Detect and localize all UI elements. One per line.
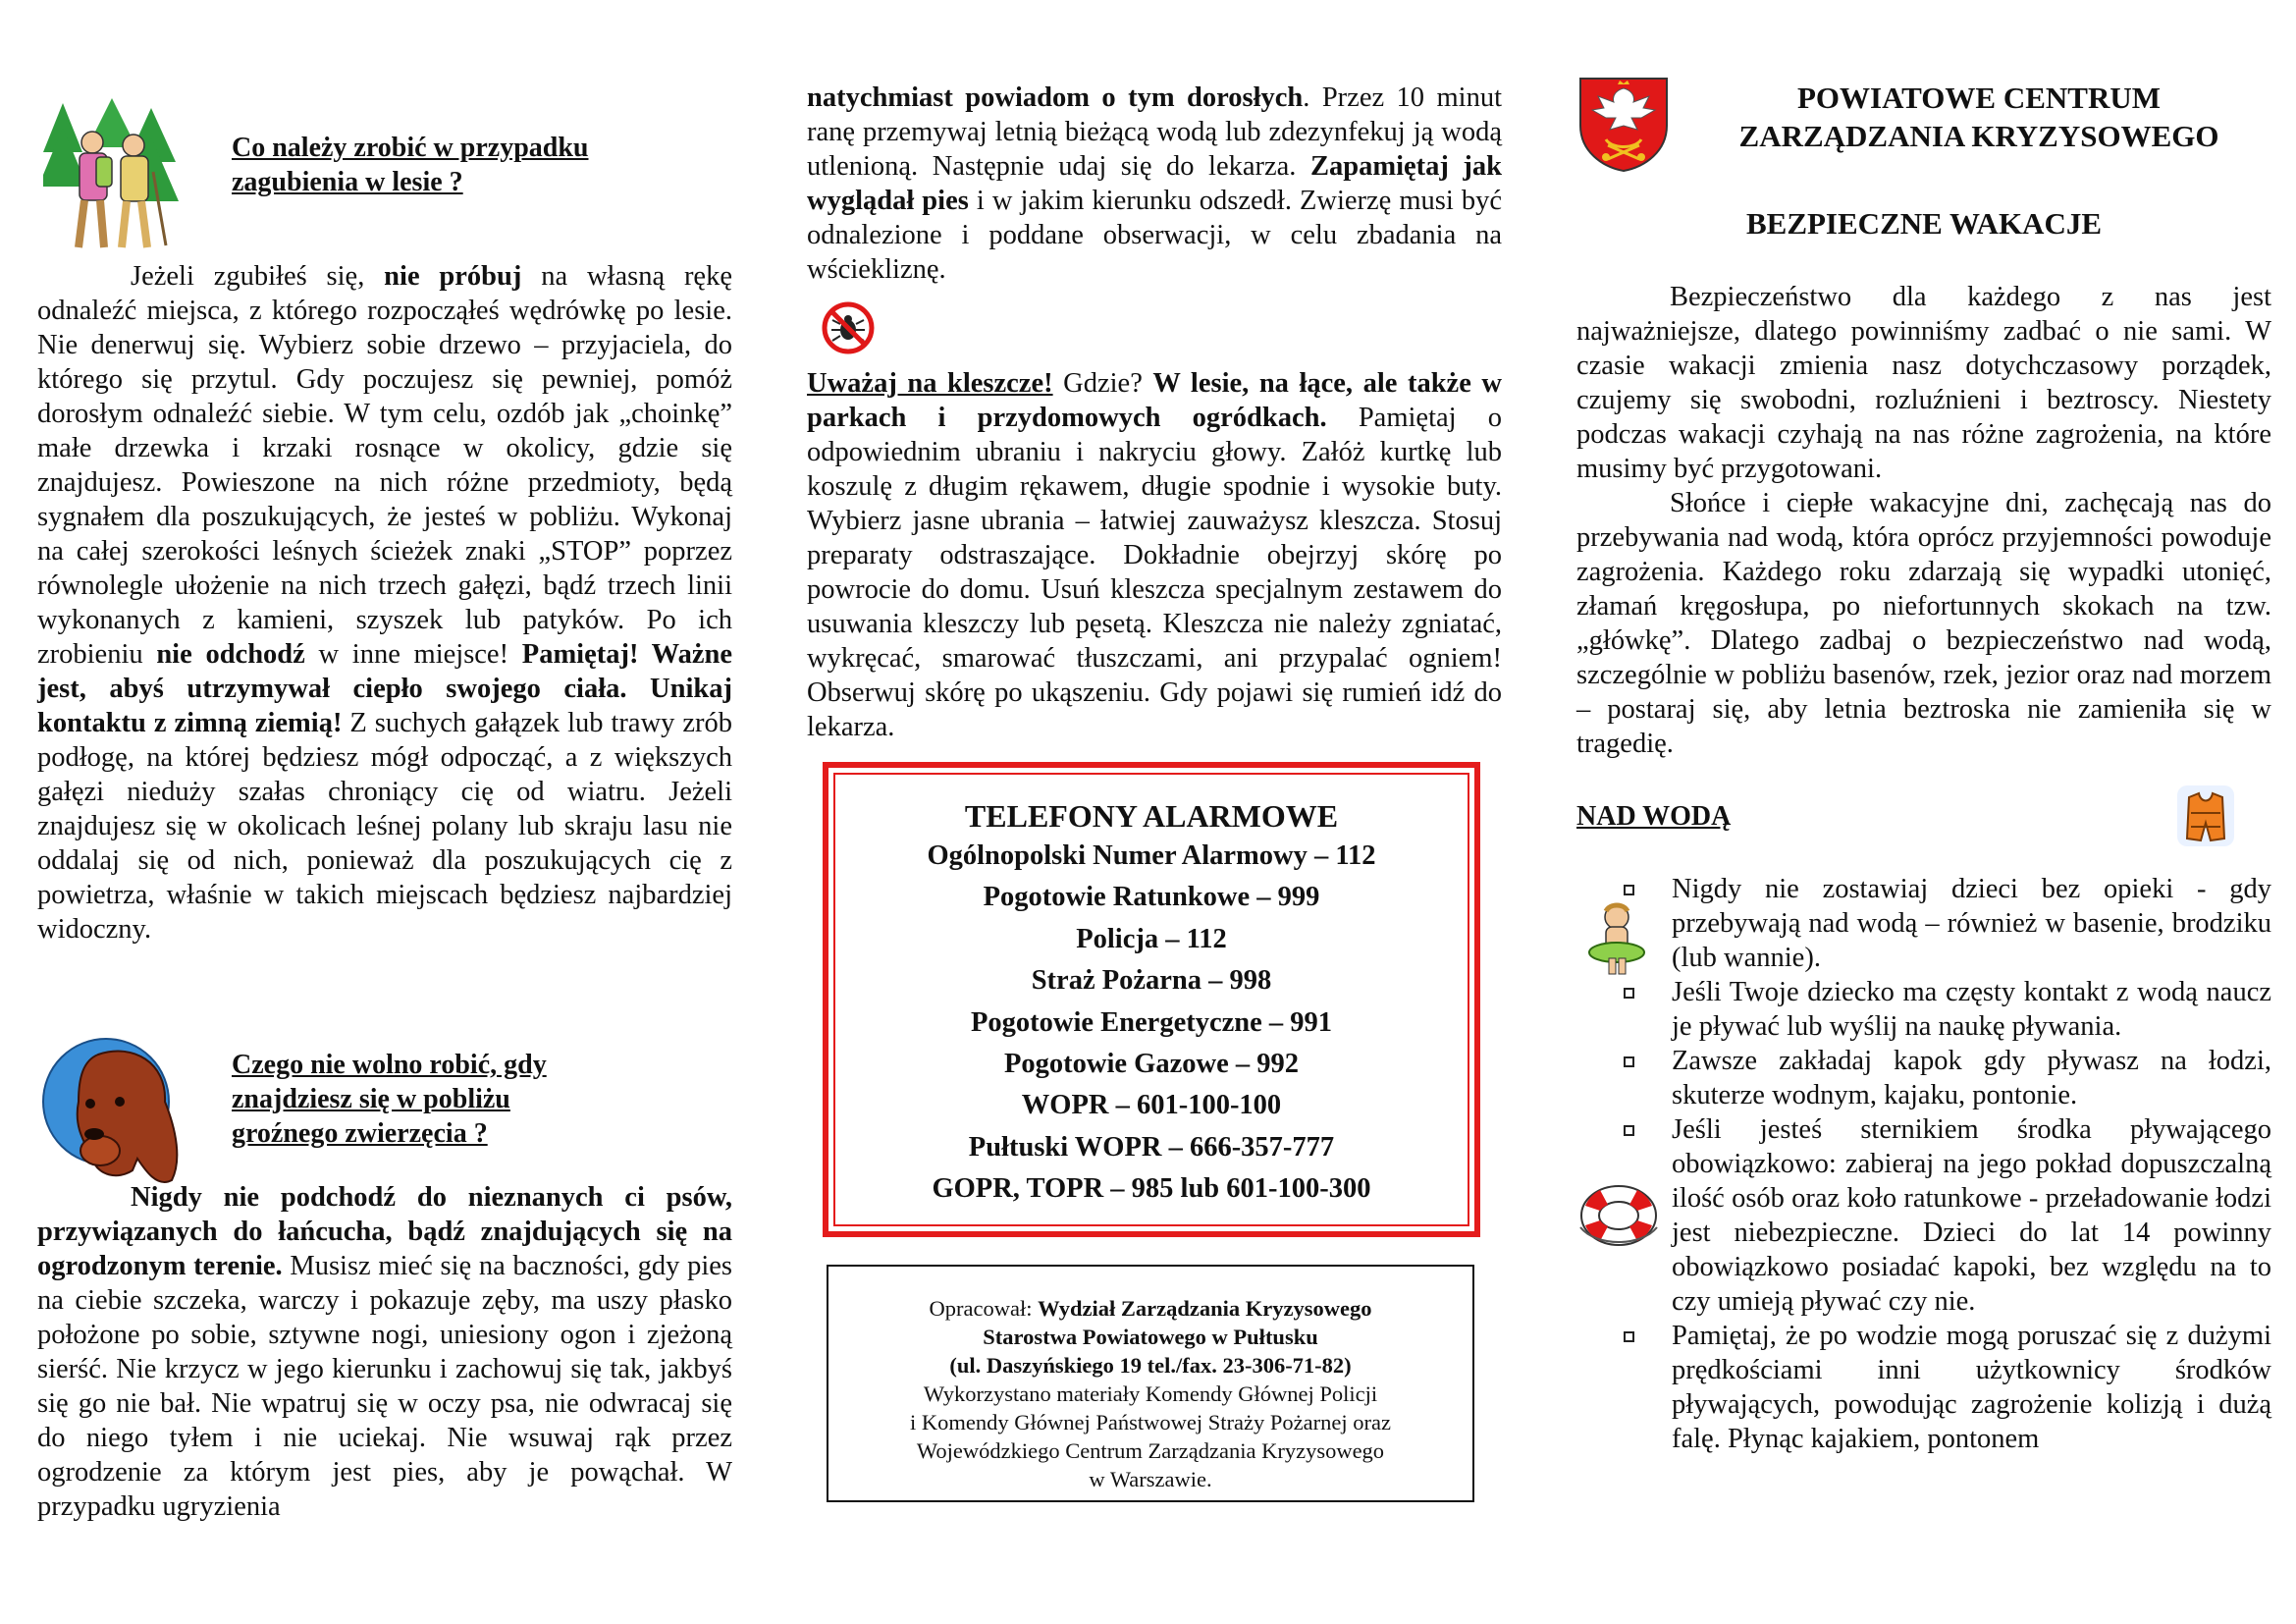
dog-heading [232,1048,547,1151]
forest-heading-line1: Co należy zrobić w przypadku [232,133,589,163]
org-line2: ZARZĄDZANIA KRYZYSOWEGO [1738,119,2219,153]
bold-run: natychmiast powiadom o tym dorosłych [807,82,1304,113]
list-item: Jeśli jesteś sternikiem środka pływającego obowiązkowo: zabieraj na jego pokład dopuszczalną ilość osób oraz koło ratunkowe - przeładowanie łodzi jest niebezpieczne. Dzieci do lat 14 powinny obowiązkowo posiadać kapoki, bez względu na to czy umieją pływać czy nie. [1576,1112,2271,1319]
bold-run: nie odchodź [156,639,305,670]
alarm-line: Pogotowie Gazowe – 992 [1004,1049,1299,1080]
text-run: w inne miejsce! [304,639,522,670]
credit-line [828,1351,1472,1380]
dog-heading-line3: groźnego zwierzęcia ? [232,1118,488,1149]
tick-heading: Uważaj na kleszcze! [807,368,1053,399]
organization-name [1704,79,2254,155]
credit-bold: Wydział Zarządzania Kryzysowego [1038,1296,1372,1321]
alarm-phones-inner [833,773,1469,1226]
text-run: Pamiętaj o odpowiednim ubraniu i nakryciu głowy. Załóż kurtkę lub koszulę z długim rękawem, długie spodnie i wysokie buty. Wybierz jasne ubrania – łatwiej zauważysz kleszcza. Stosuj preparaty odstraszające. Dokładnie obejrzyj skórę po powrocie do domu. Usuń kleszcza specjalnym zestawem do usuwania kleszczy lub pęsetą. Kleszcza nie należy zgniatać, wykręcać, smarować tłuszczami, ani przypalać ogniem! Obserwuj skórę po ukąszeniu. Gdy pojawi się rumień idź do lekarza. [807,403,1502,742]
list-item: Pamiętaj, że po wodzie mogą poruszać się z dużymi prędkościami inni użytkownicy środków pływających, powodując zagrożenie kolizją i dużą falę. Płynąc kajakiem, pontonem [1576,1319,2271,1456]
alarm-phones-box [823,762,1480,1237]
credit-line: w Warszawie. [1089,1467,1212,1491]
text-run: Jeżeli zgubiłeś się, [131,261,385,292]
coat-of-arms-icon [1576,75,1671,173]
credit-bold: Starostwa Powiatowego w Pułtusku [983,1325,1318,1349]
forest-heading [232,131,589,199]
bold-run: W lesie, na łące, ale także w parkach i przydomowych ogródkach. [807,368,1502,433]
bold-run: Pamiętaj! Ważne jest, abyś utrzymywał ciepło swojego ciała. Unikaj kontaktu z zimną ziemią! [37,639,732,738]
tick-paragraph [807,366,1502,744]
dog-paragraph [37,1180,732,1524]
credit-line [828,1294,1472,1323]
dog-heading-line2: znajdziesz się w pobliżu [232,1084,510,1114]
text-run: . Przez 10 minut ranę przemywaj letnią bieżącą wodą lub zdezynfekuj ją wodą utlenioną. Następnie udaj się do lekarza. [807,82,1503,182]
dog-heading-line1: Czego nie wolno robić, gdy [232,1050,547,1080]
credit-line [828,1323,1472,1351]
alarm-line: Straż Pożarna – 998 [1031,965,1272,997]
water-safety-list [1576,872,2271,1456]
bold-run: nie próbuj [384,261,522,292]
bold-run: Nigdy nie podchodź do nieznanych ci psów, przywiązanych do łańcucha, bądź znajdujących się na ogrodzonym terenie. [37,1182,732,1281]
alarm-line: Pułtuski WOPR – 666-357-777 [968,1131,1335,1163]
no-tick-icon [821,300,876,355]
credit-line: Wykorzystano materiały Komendy Głównej Policji [923,1381,1378,1406]
forest-paragraph [37,259,732,947]
water-heading: NAD WODĄ [1576,801,1732,832]
list-item: Nigdy nie zostawiaj dzieci bez opieki - gdy przebywają nad wodą – również w basenie, brodziku (lub wannie). [1576,872,2271,975]
bold-run: Zapamiętaj jak wyglądał pies [807,151,1502,216]
intro-paragraph: Bezpieczeństwo dla każdego z nas jest najważniejsze, dlatego powinniśmy zadbać o nie sami. W czasie wakacji zmienia nasz dotychczasowy porządek, czujemy się swobodni, rozluźnieni i beztroscy. Niestety podczas wakacji czyhają na nas różne zagrożenia, na które musimy być przygotowani. [1576,282,2271,484]
credit-prefix: Opracował: [929,1296,1039,1321]
alarm-line: GOPR, TOPR – 985 lub 601-100-300 [932,1173,1371,1205]
alarm-line: Policja – 112 [1076,923,1227,954]
org-line1: POWIATOWE CENTRUM [1796,81,2162,115]
forest-heading-line2: zagubienia w lesie ? [232,167,463,197]
alarm-line: Pogotowie Energetyczne – 991 [970,1006,1333,1038]
credit-line: Wojewódzkiego Centrum Zarządzania Kryzysowego [916,1438,1385,1463]
life-jacket-icon [2175,784,2236,848]
alarm-line: Pogotowie Ratunkowe – 999 [983,882,1320,913]
hikers-illustration [43,98,179,255]
credit-line: i Komendy Głównej Państwowej Straży Pożarnej oraz [910,1410,1391,1435]
credits-box [827,1265,1474,1502]
text-run: na własną rękę odnaleźć miejsca, z którego rozpocząłeś wędrówkę po lesie. Nie denerwuj się. Wybierz sobie drzewo – przyjaciela, do którego się przytul. Gdy poczujesz się pewniej, pomóż dorosłym odnaleźć siebie. W tym celu, ozdób jak „choinkę” małe drzewka i krzaki rosnące w okolicy, gdzie się znajdujesz. Powieszone na nich różne przedmioty, będą sygnałem dla poszukujących, że jesteś w pobliżu. Wykonaj na całej szerokości leśnych ścieżek znaki „STOP” poprzez równolegle ułożenie na nich trzech gałęzi, bądź trzech linii wykonanych z kamieni, szyszek lub patyków. Po ich zrobieniu [37,261,732,670]
main-title: BEZPIECZNE WAKACJE [1745,206,2103,241]
text-run: Musisz mieć się na baczności, gdy pies na ciebie szczeka, warczy i pokazuje zęby, ma uszy płasko położone po sobie, sztywne nogi, uniesiony ogon i zjeżoną sierść. Nie krzycz w jego kierunku i zachowuj się tak, jakbyś się go nie bał. Nie wpatruj się w oczy psa, nie odwracaj się do niego tyłem i nie uciekaj. Nie wsuwaj rąk przez ogrodzenie za którym jest pies, aby je powąchał. W przypadku ugryzienia [37,1251,732,1522]
summer-paragraph: Słońce i ciepłe wakacyjne dni, zachęcają nas do przebywania nad wodą, która oprócz przyjemności powoduje zagrożenia. Każdego roku zdarzają się wypadki utonięć, złamań kręgosłupa, po niefortunnych skokach na tzw. „główkę”. Dlatego zadbaj o bezpieczeństwo nad wodą, szczególnie w pobliżu basenów, rzek, jezior oraz nad morzem – postaraj się, aby letnia beztroska nie zamieniła się w tragedię. [1576,488,2271,759]
alarm-line: Ogólnopolski Numer Alarmowy – 112 [927,840,1376,871]
dog-illustration [39,1033,196,1190]
list-item: Jeśli Twoje dziecko ma częsty kontakt z wodą naucz je pływać lub wyślij na naukę pływania. [1576,975,2271,1044]
text-run: Z suchych gałązek lub trawy zrób podłogę, na której będziesz mógł odpocząć, a z większych gałęzi nieduży szałas chroniący cię od wiatru. Jeżeli znajdujesz się w okolicach leśnej polany lub skraju lasu nie oddalaj się od nich, ponieważ dla poszukujących cię z powietrza, właśnie w takich miejscach będziesz najbardziej widoczny. [37,708,732,945]
text-run: Gdzie? [1052,368,1153,399]
alarm-line: WOPR – 601-100-100 [1021,1090,1282,1121]
credit-bold: (ul. Daszyńskiego 19 tel./fax. 23-306-71-82) [949,1353,1352,1378]
text-run: i w jakim kierunku odszedł. Zwierzę musi być odnalezione i poddane obserwacji, w celu zbadania na wściekliznę. [807,186,1502,285]
alarm-title: TELEFONY ALARMOWE [964,798,1339,834]
dog-continuation-paragraph [807,81,1502,287]
list-item: Zawsze zakładaj kapok gdy pływasz na łodzi, skuterze wodnym, kajaku, pontonie. [1576,1044,2271,1112]
